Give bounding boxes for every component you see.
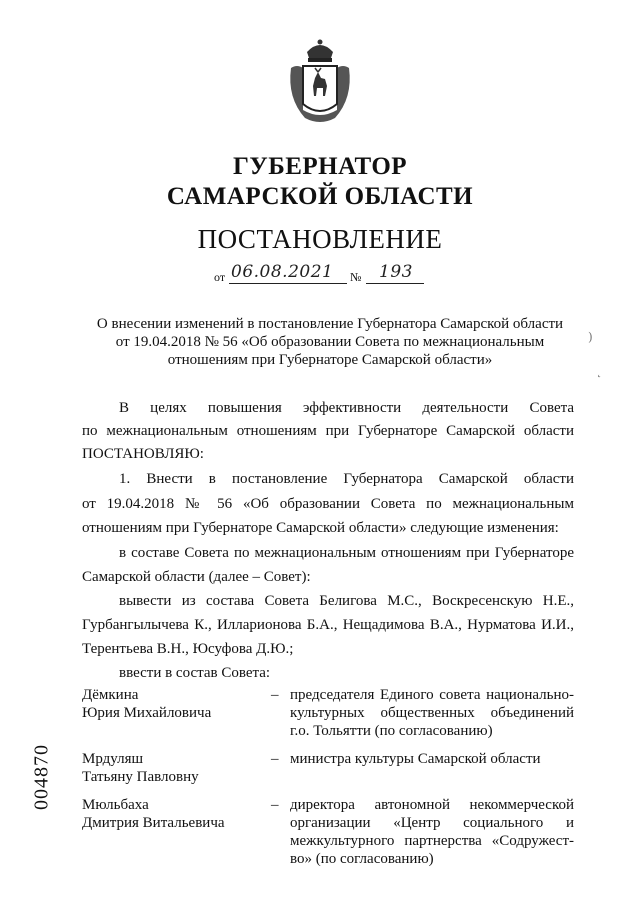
member-description (290, 750, 574, 768)
body-line: от 19.04.2018 № 56 «Об образовании Совета по межнациональным (82, 496, 574, 512)
document-subject (80, 315, 580, 369)
member-description (290, 796, 574, 868)
description-line: г.о. Тольятти (по согласованию) (290, 723, 493, 739)
member-entry (82, 796, 225, 832)
description-line: организации «Центр социального и (290, 815, 574, 831)
description-line: культурных общественных объединений (290, 705, 574, 721)
subject-line: от 19.04.2018 № 56 «Об образовании Совета по межнациональным (115, 334, 545, 350)
number-prefix: № (350, 270, 362, 284)
page-title: ГУБЕРНАТОР (232, 153, 408, 180)
date-value: 06.08.2021 (231, 262, 334, 282)
body-line: по межнациональным отношениям при Губернаторе Самарской области (82, 423, 574, 439)
registration-stamp (22, 742, 62, 812)
description-line: министра культуры Самарской области (290, 751, 541, 767)
member-surname: Дёмкина (82, 687, 139, 703)
body-line: 1. Внести в постановление Губернатора Самарской области (119, 471, 574, 487)
member-dash: – (271, 797, 279, 813)
description-line: председателя Единого совета национально- (290, 687, 574, 703)
document-type: ПОСТАНОВЛЕНИЕ (197, 224, 443, 254)
member-surname: Мюльбаха (82, 797, 149, 813)
subject-line: отношениям при Губернаторе Самарской области» (167, 352, 493, 368)
body-line: отношениям при Губернаторе Самарской области» следующие изменения: (82, 520, 559, 536)
member-name: Татьяну Павловну (82, 769, 199, 785)
member-dash: – (271, 751, 279, 767)
member-dash: – (271, 687, 279, 703)
body-line: ПОСТАНОВЛЯЮ: (82, 446, 204, 462)
member-surname: Мрдуляш (82, 751, 144, 767)
body-line: Терентьева В.Н., Юсуфова Д.Ю.; (82, 641, 294, 657)
date-prefix: от (214, 270, 226, 284)
description-line: во» (по согласованию) (290, 851, 434, 867)
body-line: вывести из состава Совета Белигова М.С., Воскресенскую Н.Е., (119, 593, 574, 609)
page-subtitle: САМАРСКОЙ ОБЛАСТИ (166, 183, 474, 210)
body-line: ввести в состав Совета: (119, 665, 271, 681)
body-line: В целях повышения эффективности деятельности Совета (119, 400, 574, 416)
body-line: Гурбангылычева К., Илларионова Б.А., Нещадимова В.А., Нурматова И.И., (82, 617, 574, 633)
date-number-line (214, 264, 454, 286)
member-name: Юрия Михайловича (82, 705, 212, 721)
coat-of-arms-icon (285, 38, 355, 126)
member-description (290, 686, 574, 740)
stamp-number: 004870 (30, 744, 53, 810)
description-line: директора автономной некоммерческой (290, 797, 574, 813)
scan-mark: ˛ (596, 364, 602, 378)
scan-mark: ) (588, 330, 593, 344)
member-name: Дмитрия Витальевича (82, 815, 225, 831)
member-entry (82, 686, 211, 722)
member-entry (82, 750, 199, 786)
description-line: межкультурного партнерства «Содружест- (290, 833, 574, 849)
number-value: 193 (379, 262, 413, 282)
body-line: в составе Совета по межнациональным отношениям при Губернаторе (119, 545, 574, 561)
body-line: Самарской области (далее – Совет): (82, 569, 311, 585)
subject-line: О внесении изменений в постановление Губернатора Самарской области (96, 316, 564, 332)
